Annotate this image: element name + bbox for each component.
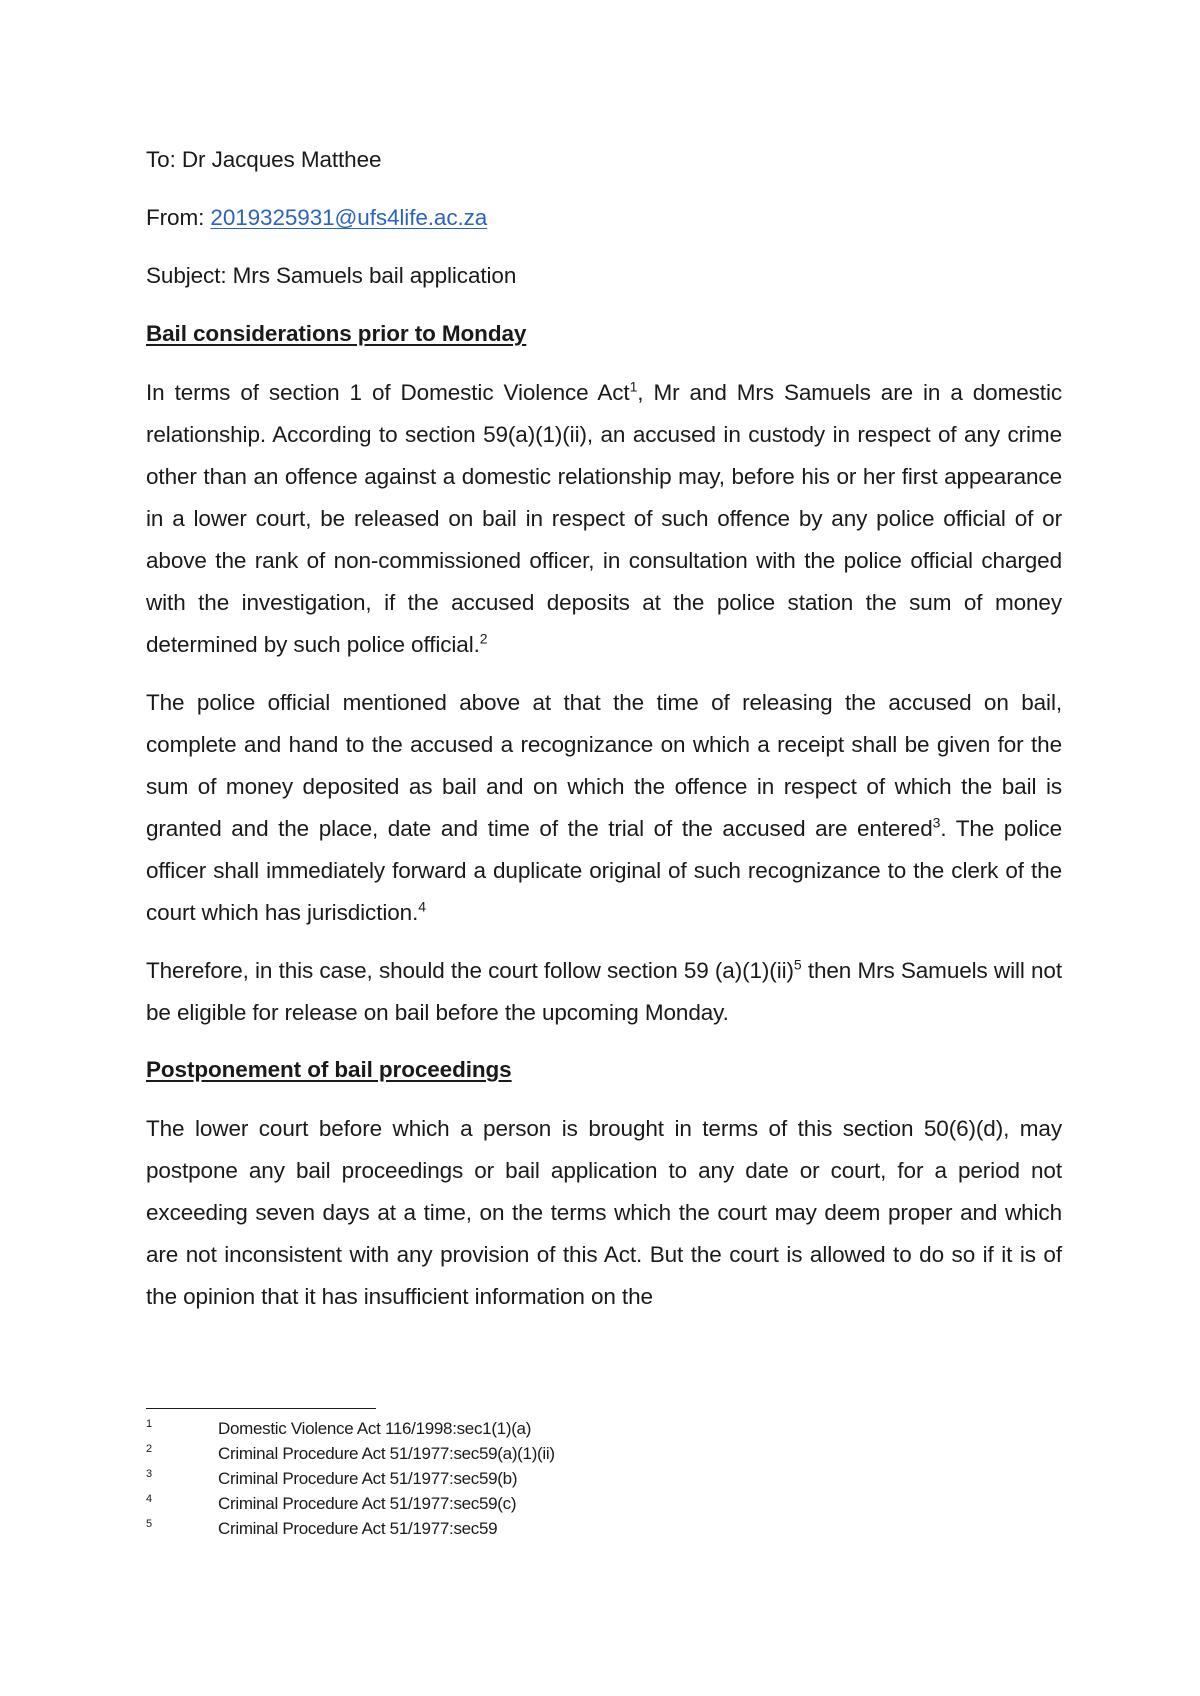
footnote-number: 3	[146, 1468, 152, 1480]
footnote-number: 1	[146, 1418, 152, 1430]
section-heading-postponement: Postponement of bail proceedings	[146, 1057, 512, 1082]
paragraph-text: , Mr and Mrs Samuels are in a domestic relationship. According to section 59(a)(1)(ii), an accused in custody in respect of any crime other than an offence against a domestic relationship may, before his or her first appearance in a lower court, be released on bail in respect of such offence by any police official of or above the rank of non-commissioned officer, in consultation with the police official charged with the investigation, if the accused deposits at the police station the sum of money determined by such police official.	[146, 380, 1063, 657]
footnote-item	[146, 1416, 846, 1441]
footnote-text: Domestic Violence Act 116/1998:sec1(1)(a)	[218, 1419, 532, 1438]
footnotes-list	[146, 1416, 846, 1541]
memo-from-label: From:	[146, 205, 205, 230]
document-body	[146, 140, 1062, 1334]
footnote-number: 2	[146, 1443, 152, 1455]
paragraph-domestic-relationship	[146, 372, 1062, 666]
memo-subject-value: Mrs Samuels bail application	[232, 263, 517, 288]
footnote-text: Criminal Procedure Act 51/1977:sec59(b)	[218, 1469, 518, 1488]
memo-to-value: Dr Jacques Matthee	[181, 147, 382, 172]
footnote-ref-3[interactable]: 3	[932, 814, 941, 831]
footnote-ref-4[interactable]: 4	[418, 898, 426, 915]
footnote-text: Criminal Procedure Act 51/1977:sec59	[218, 1519, 498, 1538]
paragraph-recognizance	[146, 682, 1062, 934]
memo-subject-label: Subject:	[146, 263, 227, 288]
memo-from-email-link[interactable]: 2019325931@ufs4life.ac.za	[210, 205, 488, 230]
paragraph-postponement: The lower court before which a person is brought in terms of this section 50(6)(d), may postpone any bail proceedings or bail application to any date or court, for a period not exceeding seven days at a time, on the terms which the court may deem proper and which are not inconsistent with any provision of this Act. But the court is allowed to do so if it is of the opinion that it has insufficient information on the	[146, 1116, 1062, 1309]
memo-to	[146, 140, 1062, 180]
memo-from	[146, 198, 1062, 238]
paragraph-text: The police official mentioned above at that the time of releasing the accused on bail, complete and hand to the accused a recognizance on which a receipt shall be given for the sum of money deposited as bail and on which the offence in respect of which the bail is granted and the place, date and time of the trial of the accused are entered	[146, 690, 1062, 841]
memo-to-label: To:	[146, 147, 176, 172]
footnote-ref-5[interactable]: 5	[793, 956, 802, 973]
section-heading-bail-considerations: Bail considerations prior to Monday	[146, 321, 527, 346]
footnote-item	[146, 1516, 846, 1541]
footnote-ref-2[interactable]: 2	[479, 630, 488, 647]
paragraph-text: . The police officer shall immediately forward a duplicate original of such recognizance to the clerk of the court which has jurisdiction.	[146, 816, 1062, 925]
footnote-item	[146, 1466, 846, 1491]
footnote-separator	[146, 1408, 376, 1409]
footnote-ref-1[interactable]: 1	[629, 378, 638, 395]
footnote-number: 5	[146, 1518, 152, 1530]
paragraph-text: In terms of section 1 of Domestic Violence Act	[146, 380, 630, 405]
footnote-text: Criminal Procedure Act 51/1977:sec59(a)(1)(ii)	[218, 1444, 555, 1463]
memo-subject	[146, 256, 1062, 296]
paragraph-text: then Mrs Samuels will not be eligible for release on bail before the upcoming Monday.	[146, 958, 1062, 1025]
footnote-item	[146, 1491, 846, 1516]
footnote-number: 4	[146, 1493, 152, 1505]
footnote-item	[146, 1441, 846, 1466]
paragraph-conclusion	[146, 950, 1062, 1034]
paragraph-text: Therefore, in this case, should the court follow section 59 (a)(1)(ii)	[146, 958, 794, 983]
footnote-text: Criminal Procedure Act 51/1977:sec59(c)	[218, 1494, 517, 1513]
